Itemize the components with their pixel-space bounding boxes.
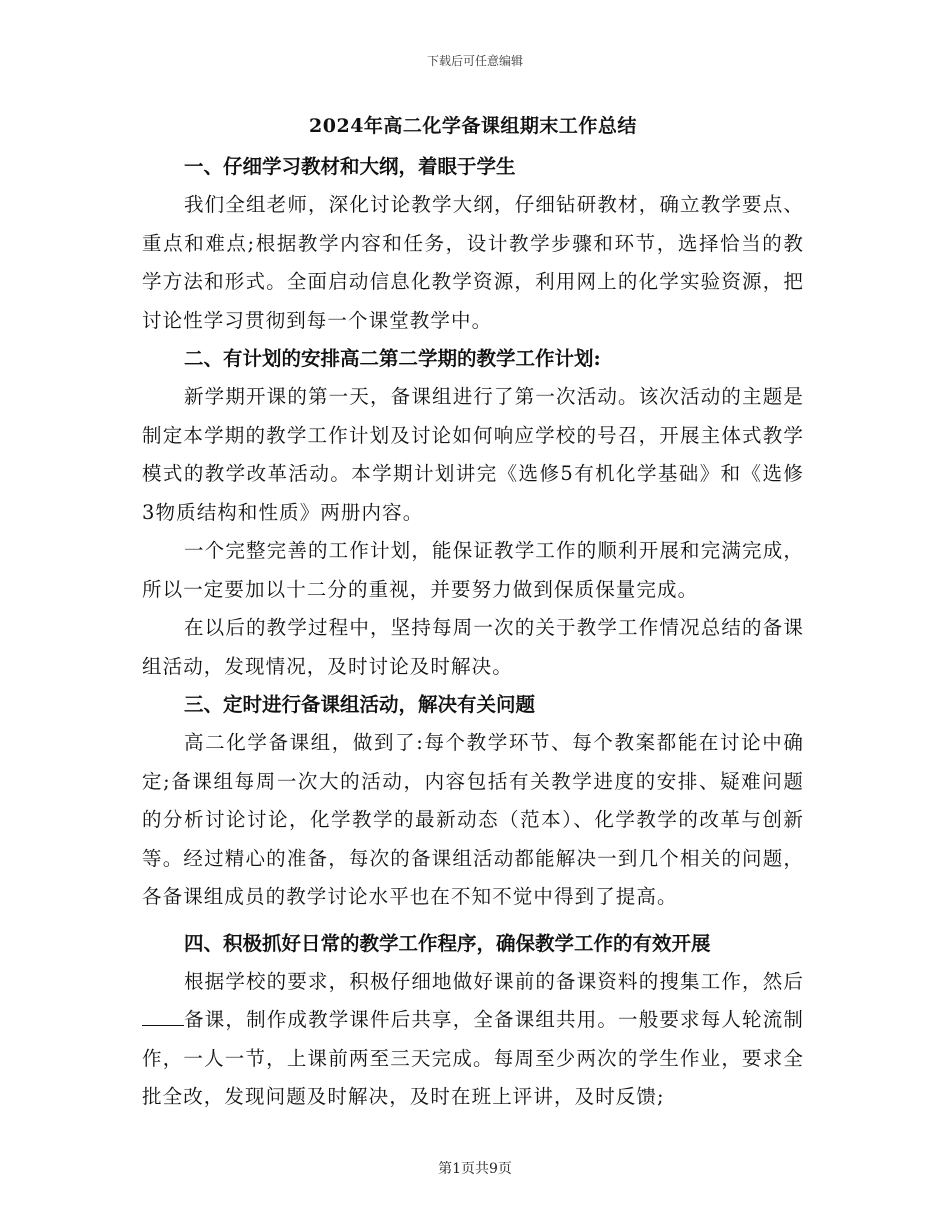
paragraph: 一个完整完善的工作计划，能保证教学工作的顺利开展和完满完成，所以一定要加以十二分的重视，并要努力做到保质保量完成。 xyxy=(142,539,804,601)
spacer xyxy=(142,917,804,925)
section-2 xyxy=(142,340,804,686)
paragraph: 新学期开课的第一天，备课组进行了第一次活动。该次活动的主题是制定本学期的教学工作计划及讨论如何响应学校的号召，开展主体式教学模式的教学改革活动。本学期计划讲完《选修5有机化学基础》和《选修3物质结构和性质》两册内容。 xyxy=(142,385,804,524)
section-heading: 四、积极抓好日常的教学工作程序，确保教学工作的有效开展 xyxy=(184,931,711,955)
paragraph: 在以后的教学过程中，坚持每周一次的关于教学工作情况总结的备课组活动，发现情况，及时讨论及时解决。 xyxy=(142,616,804,678)
document-body xyxy=(142,114,804,1117)
page-number: 第1页共9页 xyxy=(438,1161,512,1177)
paragraph: 高二化学备课组，做到了:每个教学环节、每个教案都能在讨论中确定;备课组每周一次大的活动，内容包括有关教学进度的安排、疑难问题的分析讨论讨论，化学教学的最新动态（范本）、化学教学的改革与创新等。经过精心的准备，每次的备课组活动都能解决一到几个相关的问题，各备课组成员的教学讨论水平也在不知不觉中得到了提高。 xyxy=(142,731,804,908)
section-3 xyxy=(142,686,804,917)
section-heading: 一、仔细学习教材和大纲，着眼于学生 xyxy=(184,155,516,178)
page-header-note: 下载后可任意编辑 xyxy=(426,54,523,68)
paragraph: 我们全组老师，深化讨论教学大纲，仔细钻研教材，确立教学要点、重点和难点;根据教学内容和任务，设计教学步骤和环节，选择恰当的教学方法和形式。全面启动信息化教学资源，利用网上的化学实验资源，把讨论性学习贯彻到每一个课堂教学中。 xyxy=(142,193,804,332)
section-heading: 三、定时进行备课组活动，解决有关问题 xyxy=(184,693,536,716)
section-1 xyxy=(142,148,804,340)
paragraph xyxy=(142,963,804,1117)
paragraph-text-start: 根据学校的要求，积极仔细地做好课前的备课资料的搜集工作，然后 xyxy=(184,969,804,993)
section-heading: 二、有计划的安排高二第二学期的教学工作计划: xyxy=(184,347,601,370)
section-4 xyxy=(142,925,804,1117)
paragraph-text-end: 备课，制作成教学课件后共享，全备课组共用。一般要求每人轮流制作，一人一节，上课前两至三天完成。每周至少两次的学生作业，要求全批全改，发现问题及时解决，及时在班上评讲，及时反馈; xyxy=(142,1008,804,1108)
fill-in-blank xyxy=(142,1024,184,1026)
document-title: 2024年高二化学备课组期末工作总结 xyxy=(309,115,637,137)
